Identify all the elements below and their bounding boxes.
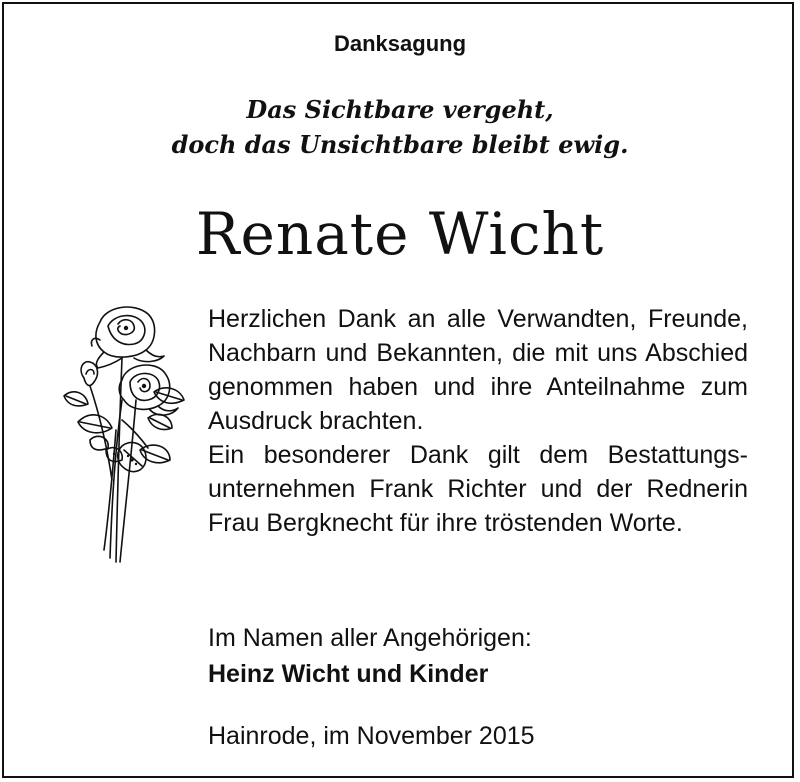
thanks-paragraph-2: Ein besonderer Dank gilt dem Bestattungsunternehmen Frank Richter und der Rednerin Frau Bergknecht für ihre tröstenden Worte. [208, 441, 748, 537]
quote-line-2: doch das Unsichtbare bleibt ewig. [171, 130, 629, 159]
thanks-paragraph-1: Herzlichen Dank an alle Verwandten, Freunde, Nachbarn und Bekannten, die mit uns Abschied genommen haben und ihre Anteilnahme zum Ausdruck brachten. [208, 305, 748, 435]
signer-name: Heinz Wicht und Kinder [208, 660, 489, 688]
quote-line-1: Das Sichtbare vergeht, [246, 95, 554, 124]
notice-heading: Danksagung [333, 31, 467, 56]
thanks-text [208, 302, 748, 540]
roses-icon [60, 300, 190, 580]
signature-intro: Im Namen aller Angehörigen: [208, 624, 532, 652]
deceased-name: Renate Wicht [195, 200, 605, 268]
place-date: Hainrode, im November 2015 [208, 722, 535, 750]
notice-quote [0, 92, 800, 162]
signature-block [208, 620, 532, 692]
